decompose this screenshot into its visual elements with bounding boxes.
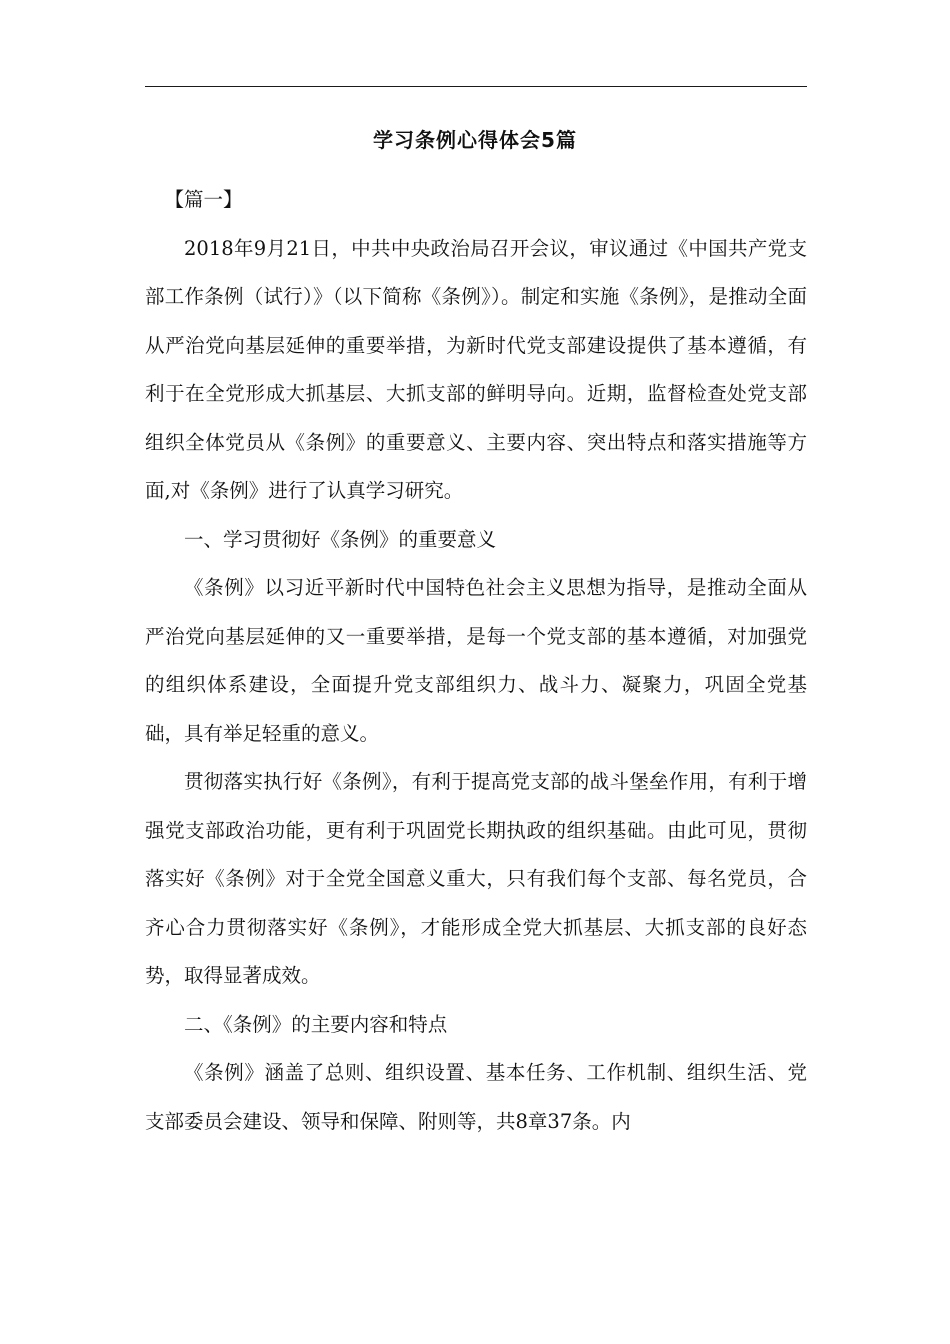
document-body (145, 176, 807, 1146)
document-title: 学习条例心得体会5篇 (373, 128, 577, 152)
heading-significance: 一、学习贯彻好《条例》的重要意义 (184, 527, 497, 551)
heading-main-content: 二、《条例》的主要内容和特点 (184, 1012, 448, 1036)
paragraph-main-content: 《条例》涵盖了总则、组织设置、基本任务、工作机制、组织生活、党支部委员会建设、领导和保障、附则等，共8章37条。内 (145, 1061, 807, 1133)
paragraph-implementation: 贯彻落实执行好《条例》，有利于提高党支部的战斗堡垒作用，有利于增强党支部政治功能，更有利于巩固党长期执政的组织基础。由此可见，贯彻落实好《条例》对于全党全国意义重大，只有我们每个支部、每名党员，合齐心合力贯彻落实好《条例》，才能形成全党大抓基层、大抓支部的良好态势，取得显著成效。 (145, 770, 807, 987)
paragraph-significance: 《条例》以习近平新时代中国特色社会主义思想为指导，是推动全面从严治党向基层延伸的又一重要举措，是每一个党支部的基本遵循，对加强党的组织体系建设，全面提升党支部组织力、战斗力、凝聚力，巩固全党基础，具有举足轻重的意义。 (145, 576, 807, 745)
section-marker: 【篇一】 (164, 188, 243, 211)
paragraph-intro: 2018年9月21日，中共中央政治局召开会议，审议通过《中国共产党支部工作条例（试行）》（以下简称《条例》）。制定和实施《条例》，是推动全面从严治党向基层延伸的重要举措，为新时代党支部建设提供了基本遵循，有利于在全党形成大抓基层、大抓支部的鲜明导向。近期，监督检查处党支部组织全体党员从《条例》的重要意义、主要内容、突出特点和落实措施等方面,对《条例》进行了认真学习研究。 (145, 236, 807, 502)
header-divider (145, 86, 807, 87)
